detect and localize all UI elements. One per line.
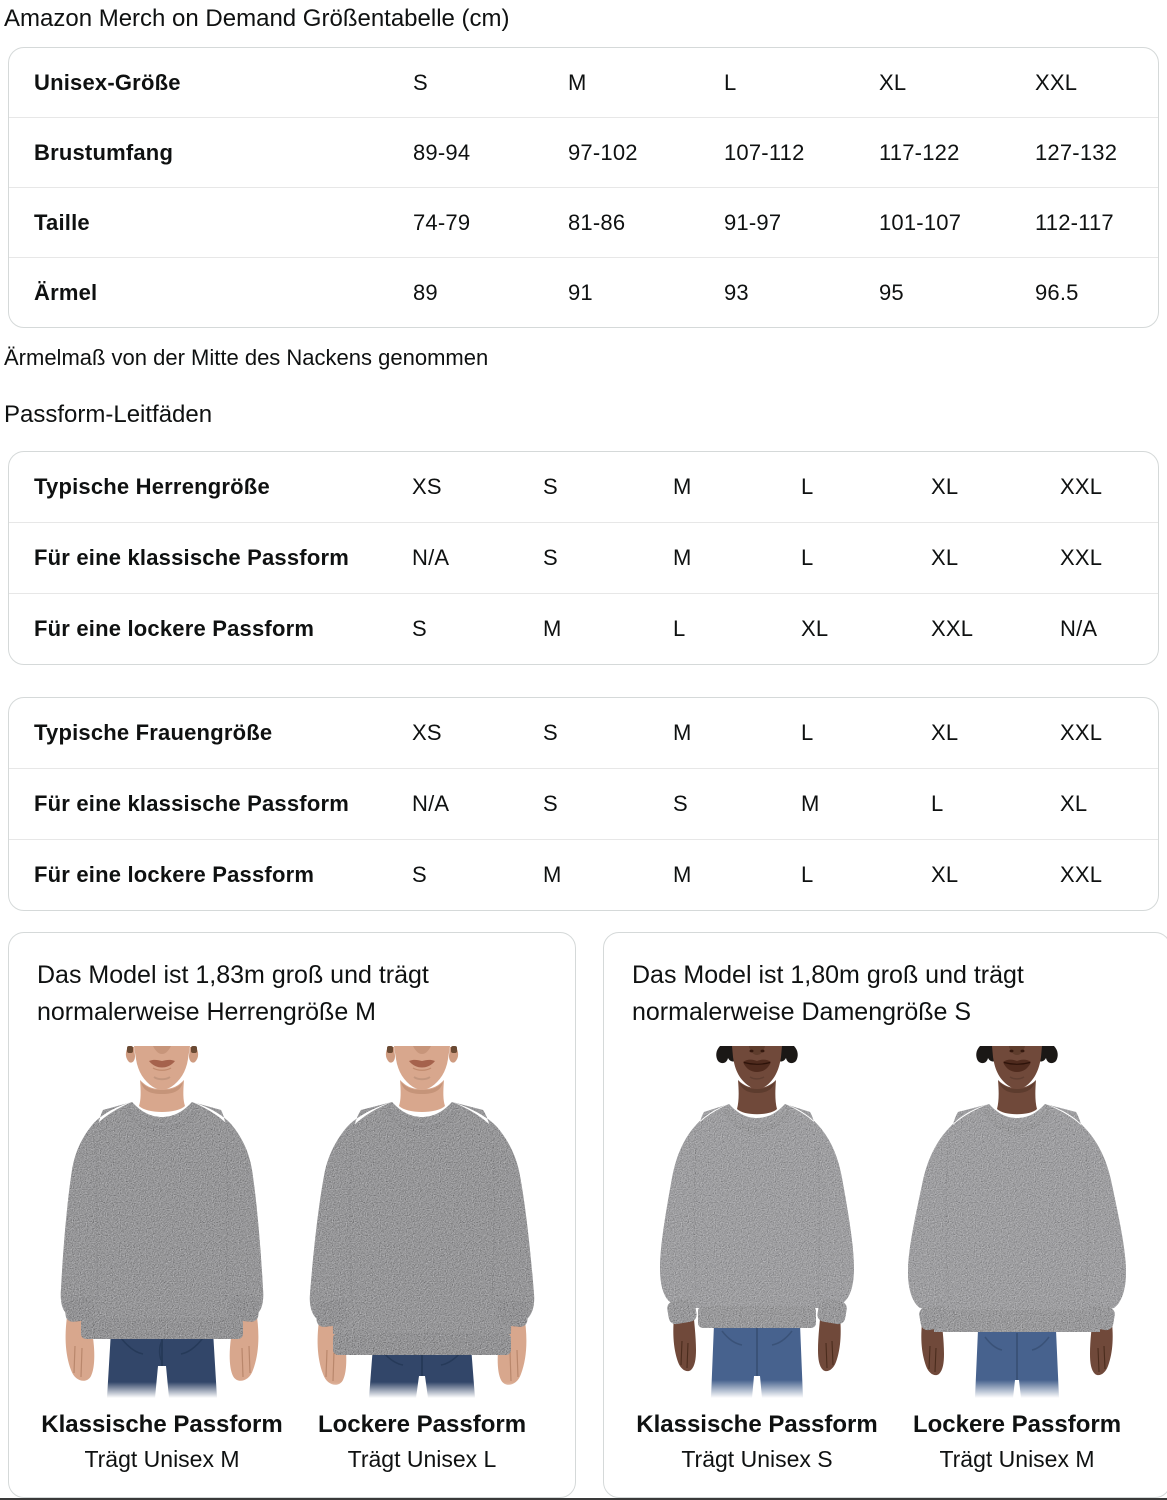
- size-cell: XXL: [931, 616, 974, 641]
- table-row: [9, 839, 1158, 910]
- fit-label: Lockere Passform: [912, 1411, 1122, 1438]
- size-cell: M: [568, 69, 587, 95]
- model-figures: [37, 1046, 547, 1473]
- table-row: [9, 257, 1158, 327]
- size-label: Trägt Unisex M: [939, 1446, 1095, 1472]
- table-row: [9, 187, 1158, 257]
- photo-bottom-fade: [37, 1382, 287, 1398]
- size-label: Trägt Unisex S: [681, 1446, 833, 1472]
- size-cell: L: [801, 545, 814, 570]
- size-cell: XL: [931, 545, 959, 570]
- size-cell: 127-132: [1035, 139, 1118, 165]
- photo-bottom-fade: [632, 1380, 882, 1398]
- sleeve-measure-note: Ärmelmaß von der Mitte des Nackens genommen: [4, 345, 489, 370]
- size-cell: XL: [931, 474, 959, 499]
- size-cell: 117-122: [879, 139, 960, 165]
- table-row: [9, 768, 1158, 839]
- size-cell: N/A: [412, 791, 450, 816]
- size-cell: XL: [931, 720, 959, 745]
- size-cell: L: [724, 69, 737, 95]
- size-cell: 95: [879, 279, 904, 305]
- size-cell: XL: [931, 862, 959, 887]
- size-cell: M: [801, 791, 820, 816]
- size-cell: XXL: [1060, 474, 1103, 499]
- size-cell: XS: [412, 720, 442, 745]
- size-cell: XXL: [1060, 545, 1103, 570]
- size-cell: S: [543, 545, 558, 570]
- photo-bottom-fade: [297, 1382, 547, 1398]
- size-cell: S: [413, 69, 428, 95]
- model-figure: [37, 1046, 287, 1473]
- model-cards: [8, 932, 1159, 1498]
- size-cell: 89-94: [413, 139, 471, 165]
- size-cell: L: [801, 720, 814, 745]
- row-label: Ärmel: [34, 279, 98, 305]
- size-cell: XXL: [1060, 720, 1103, 745]
- face-and-neck: [386, 1046, 458, 1112]
- size-cell: N/A: [1060, 616, 1098, 641]
- mens-model-card: [8, 932, 576, 1498]
- row-label: Typische Frauengröße: [34, 720, 273, 745]
- fit-label: Klassische Passform: [41, 1411, 283, 1438]
- model-figure: [632, 1046, 882, 1473]
- size-cell: S: [412, 862, 427, 887]
- size-cell: M: [543, 862, 562, 887]
- face-and-neck: [126, 1046, 198, 1112]
- female-model-loose-fit-photo: [892, 1046, 1142, 1398]
- womens-fit-table: [8, 697, 1159, 911]
- female-model-classic-fit-photo: [632, 1046, 882, 1398]
- card-heading: Das Model ist 1,83m groß und trägt normalerweise Herrengröße M: [37, 961, 429, 1026]
- size-cell: M: [543, 616, 562, 641]
- size-cell: 97-102: [568, 139, 638, 165]
- size-cell: M: [673, 862, 692, 887]
- size-cell: L: [673, 616, 686, 641]
- table-row: [9, 593, 1158, 664]
- photo-bottom-fade: [892, 1380, 1142, 1398]
- male-model-classic-fit-photo: [37, 1046, 287, 1398]
- womens-model-card: [603, 932, 1167, 1498]
- face-and-neck: [992, 1046, 1042, 1114]
- page-title: Amazon Merch on Demand Größentabelle (cm): [4, 5, 510, 32]
- face-and-neck: [732, 1046, 782, 1114]
- size-cell: XL: [1060, 791, 1088, 816]
- fit-label: Lockere Passform: [317, 1411, 527, 1438]
- size-cell: L: [801, 862, 814, 887]
- row-label: Für eine lockere Passform: [34, 862, 315, 887]
- size-cell: 112-117: [1035, 209, 1114, 235]
- sweatshirt: [61, 1102, 264, 1339]
- size-label: Trägt Unisex M: [84, 1446, 240, 1472]
- table-row: [9, 117, 1158, 187]
- size-cell: 89: [413, 279, 438, 305]
- size-cell: XL: [879, 69, 907, 95]
- row-label: Typische Herrengröße: [34, 474, 270, 499]
- size-label: Trägt Unisex L: [347, 1446, 497, 1472]
- size-cell: XS: [412, 474, 442, 499]
- row-label: Für eine lockere Passform: [34, 616, 315, 641]
- table-row: [9, 452, 1158, 522]
- row-label: Taille: [34, 209, 90, 235]
- sweatshirt: [660, 1104, 854, 1328]
- size-cell: S: [673, 791, 688, 816]
- size-cell: XXL: [1035, 69, 1078, 95]
- fit-label: Klassische Passform: [636, 1411, 878, 1438]
- size-cell: S: [543, 791, 558, 816]
- size-cell: 93: [724, 279, 749, 305]
- size-cell: XL: [801, 616, 829, 641]
- size-cell: XXL: [1060, 862, 1103, 887]
- row-label: Unisex-Größe: [34, 69, 181, 95]
- size-cell: 96.5: [1035, 279, 1079, 305]
- size-cell: L: [931, 791, 944, 816]
- row-label: Für eine klassische Passform: [34, 791, 349, 816]
- size-cell: N/A: [412, 545, 450, 570]
- unisex-size-table: [8, 47, 1159, 328]
- table-row: [9, 522, 1158, 593]
- male-model-loose-fit-photo: [297, 1046, 547, 1398]
- size-cell: 81-86: [568, 209, 626, 235]
- size-cell: S: [543, 720, 558, 745]
- size-cell: 91-97: [724, 209, 782, 235]
- row-label: Für eine klassische Passform: [34, 545, 349, 570]
- size-cell: M: [673, 474, 692, 499]
- fit-guides-title: Passform-Leitfäden: [4, 401, 213, 428]
- sweatshirt: [310, 1102, 534, 1355]
- model-figure: [297, 1046, 547, 1473]
- size-cell: 91: [568, 279, 593, 305]
- model-figures: [632, 1046, 1142, 1473]
- sweatshirt: [908, 1104, 1126, 1332]
- mens-fit-table: [8, 451, 1159, 665]
- size-cell: S: [412, 616, 427, 641]
- table-row: [9, 48, 1158, 117]
- size-cell: L: [801, 474, 814, 499]
- model-figure: [892, 1046, 1142, 1473]
- size-cell: M: [673, 545, 692, 570]
- size-cell: 101-107: [879, 209, 962, 235]
- size-cell: M: [673, 720, 692, 745]
- size-cell: 107-112: [724, 139, 805, 165]
- row-label: Brustumfang: [34, 139, 174, 165]
- size-cell: S: [543, 474, 558, 499]
- size-cell: 74-79: [413, 209, 471, 235]
- card-heading: Das Model ist 1,80m groß und trägt normalerweise Damengröße S: [632, 961, 1024, 1026]
- table-row: [9, 698, 1158, 768]
